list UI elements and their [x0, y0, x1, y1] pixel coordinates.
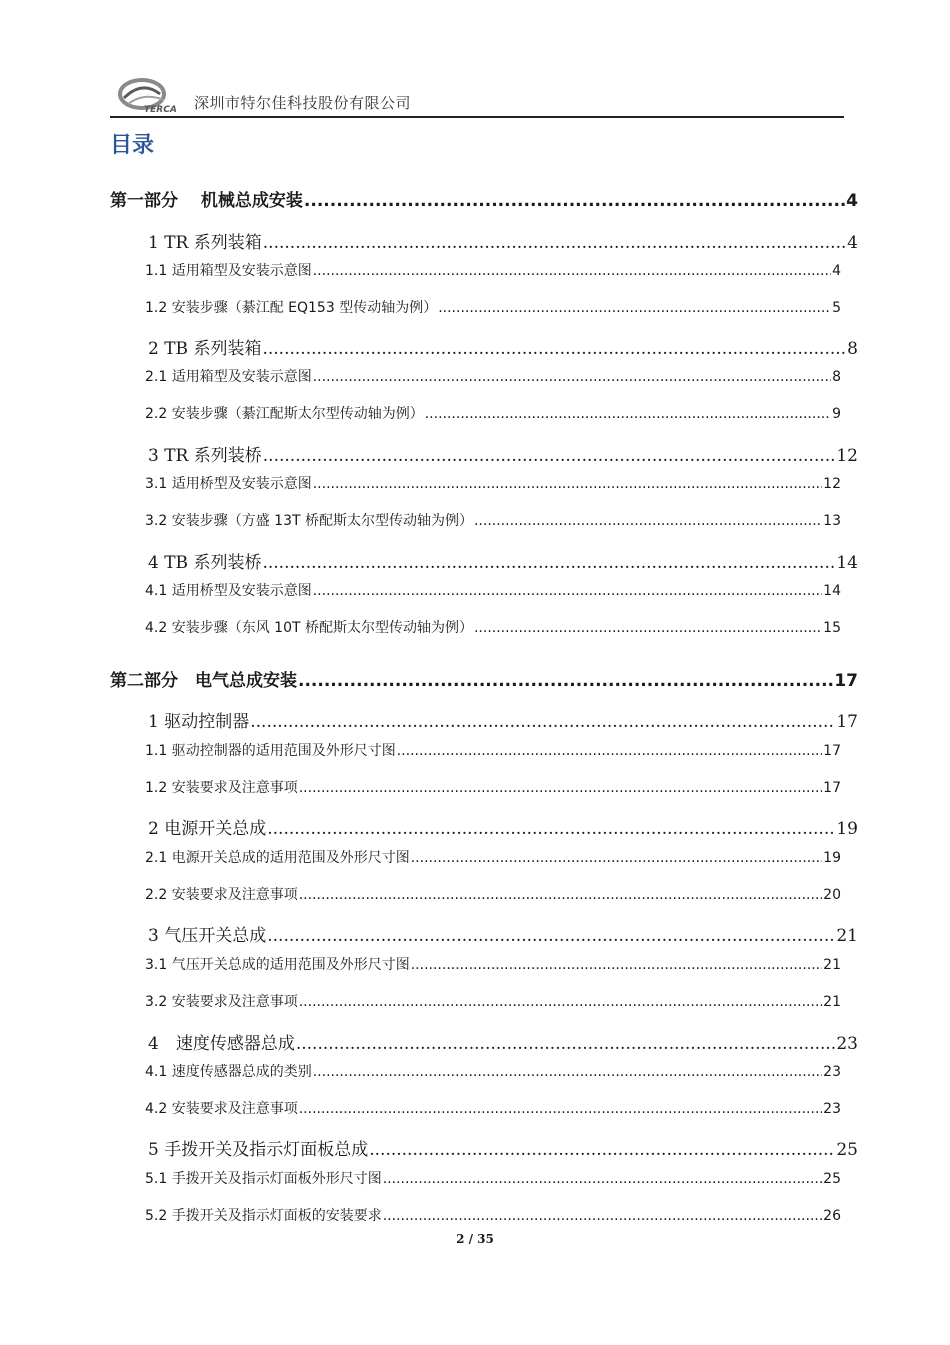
toc-entry-label: 2 电源开关总成	[148, 819, 267, 839]
toc-entry-sub[interactable]	[145, 366, 841, 386]
toc-leader-dots	[313, 476, 822, 492]
toc-leader-dots	[267, 926, 835, 946]
toc-entry-sub[interactable]	[145, 777, 841, 797]
toc-entry-page: 23	[823, 1064, 841, 1080]
toc-entry-page: 23	[823, 1101, 841, 1117]
toc-entry-label: 3 TR 系列装桥	[148, 446, 262, 466]
toc-entry-sub[interactable]	[145, 403, 841, 423]
toc-entry-label: 2.1 适用箱型及安装示意图	[145, 369, 312, 385]
toc-entry-page: 13	[823, 513, 841, 529]
toc-entry-page: 12	[836, 446, 858, 466]
toc-leader-dots	[299, 994, 822, 1010]
toc-leader-dots	[299, 780, 822, 796]
toc-leader-dots	[397, 743, 822, 759]
toc-entry-page: 21	[823, 957, 841, 973]
toc-entry-page: 23	[836, 1034, 858, 1054]
toc-entry-label: 3.1 气压开关总成的适用范围及外形尺寸图	[145, 957, 410, 973]
toc-entry-sec[interactable]	[148, 1029, 858, 1054]
toc-entry-page: 14	[836, 553, 858, 573]
toc-leader-dots	[298, 671, 833, 691]
toc-entry-label: 3.2 安装步骤（方盛 13T 桥配斯太尔型传动轴为例）	[145, 513, 473, 529]
toc-entry-sub[interactable]	[145, 617, 841, 637]
toc-entry-page: 15	[823, 620, 841, 636]
toc-entry-page: 26	[823, 1208, 841, 1224]
header-divider	[110, 116, 844, 118]
toc-entry-label: 4.1 速度传感器总成的类别	[145, 1064, 312, 1080]
toc-entry-sec[interactable]	[148, 707, 858, 732]
toc-leader-dots	[313, 1064, 822, 1080]
toc-entry-label: 1.1 适用箱型及安装示意图	[145, 263, 312, 279]
toc-entry-sub[interactable]	[145, 580, 841, 600]
toc-entry-page: 25	[823, 1171, 841, 1187]
toc-leader-dots	[267, 819, 835, 839]
toc-entry-label: 2.2 安装要求及注意事项	[145, 887, 298, 903]
toc-entry-sec[interactable]	[148, 921, 858, 946]
toc-entry-sec[interactable]	[148, 228, 858, 253]
toc-entry-page: 9	[832, 406, 841, 422]
toc-leader-dots	[383, 1208, 822, 1224]
toc-leader-dots	[474, 513, 822, 529]
toc-entry-label: 5.1 手拨开关及指示灯面板外形尺寸图	[145, 1171, 382, 1187]
toc-entry-label: 5 手拨开关及指示灯面板总成	[148, 1140, 369, 1160]
toc-entry-sub[interactable]	[145, 510, 841, 530]
toc-entry-label: 2.1 电源开关总成的适用范围及外形尺寸图	[145, 850, 410, 866]
toc-entry-page: 8	[832, 369, 841, 385]
toc-entry-page: 14	[823, 583, 841, 599]
toc-entry-label: 1 TR 系列装箱	[148, 233, 262, 253]
toc-entry-sub[interactable]	[145, 297, 841, 317]
toc-entry-page: 5	[832, 300, 841, 316]
toc-entry-sub[interactable]	[145, 1168, 841, 1188]
toc-leader-dots	[263, 233, 846, 253]
toc-leader-dots	[438, 300, 831, 316]
toc-leader-dots	[313, 369, 831, 385]
page-header	[110, 70, 844, 118]
toc-entry-label: 第一部分 机械总成安装	[110, 191, 303, 211]
toc-entry-sec[interactable]	[148, 334, 858, 359]
toc-leader-dots	[474, 620, 822, 636]
toc-entry-label: 3.1 适用桥型及安装示意图	[145, 476, 312, 492]
toc-entry-sub[interactable]	[145, 1098, 841, 1118]
toc-entry-label: 1 驱动控制器	[148, 712, 250, 732]
toc-entry-sub[interactable]	[145, 1061, 841, 1081]
toc-entry-sub[interactable]	[145, 847, 841, 867]
toc-entry-page: 8	[847, 339, 858, 359]
toc-leader-dots	[262, 553, 835, 573]
toc-entry-sub[interactable]	[145, 884, 841, 904]
toc-entry-sec[interactable]	[148, 548, 858, 573]
toc-entry-part[interactable]	[110, 186, 858, 211]
toc-entry-sub[interactable]	[145, 991, 841, 1011]
toc-entry-page: 20	[823, 887, 841, 903]
toc-entry-sub[interactable]	[145, 740, 841, 760]
toc-leader-dots	[313, 263, 831, 279]
toc-entry-label: 4 速度传感器总成	[148, 1034, 295, 1054]
company-logo	[114, 74, 194, 114]
toc-leader-dots	[299, 887, 822, 903]
toc-entry-label: 2 TB 系列装箱	[148, 339, 262, 359]
toc-entry-page: 4	[832, 263, 841, 279]
toc-entry-sub[interactable]	[145, 260, 841, 280]
toc-leader-dots	[411, 850, 822, 866]
toc-entry-label: 1.2 安装步骤（綦江配 EQ153 型传动轴为例）	[145, 300, 438, 316]
toc-leader-dots	[313, 583, 822, 599]
toc-entry-label: 5.2 手拨开关及指示灯面板的安装要求	[145, 1208, 382, 1224]
toc-entry-page: 17	[823, 743, 841, 759]
toc-entry-label: 第二部分 电气总成安装	[110, 671, 297, 691]
toc-entry-label: 1.1 驱动控制器的适用范围及外形尺寸图	[145, 743, 396, 759]
company-name: 深圳市特尔佳科技股份有限公司	[194, 94, 412, 112]
toc-entry-page: 21	[823, 994, 841, 1010]
toc-entry-page: 4	[846, 191, 858, 211]
toc-entry-sub[interactable]	[145, 1205, 841, 1225]
toc-entry-page: 17	[836, 712, 858, 732]
toc-leader-dots	[262, 339, 846, 359]
toc-leader-dots	[425, 406, 831, 422]
toc-entry-page: 21	[836, 926, 858, 946]
toc-entry-sec[interactable]	[148, 1135, 858, 1160]
toc-leader-dots	[369, 1140, 835, 1160]
toc-entry-page: 17	[834, 671, 858, 691]
toc-entry-part[interactable]	[110, 666, 858, 691]
toc-leader-dots	[383, 1171, 822, 1187]
toc-entry-label: 2.2 安装步骤（綦江配斯太尔型传动轴为例）	[145, 406, 424, 422]
toc-entry-page: 17	[823, 780, 841, 796]
toc-leader-dots	[304, 191, 845, 211]
toc-entry-label: 4.2 安装步骤（东风 10T 桥配斯太尔型传动轴为例）	[145, 620, 473, 636]
toc-entry-page: 19	[823, 850, 841, 866]
toc-title: 目录	[110, 133, 155, 158]
toc-entry-label: 3.2 安装要求及注意事项	[145, 994, 298, 1010]
toc-entry-label: 4.2 安装要求及注意事项	[145, 1101, 298, 1117]
toc-entry-page: 25	[836, 1140, 858, 1160]
logo-text: TERCA	[144, 105, 177, 114]
page-number: 2 / 35	[456, 1232, 494, 1246]
toc-entry-sub[interactable]	[145, 473, 841, 493]
toc-leader-dots	[250, 712, 835, 732]
toc-entry-label: 4 TB 系列装桥	[148, 553, 262, 573]
toc-entry-sec[interactable]	[148, 441, 858, 466]
toc-entry-page: 4	[847, 233, 858, 253]
toc-entry-label: 4.1 适用桥型及安装示意图	[145, 583, 312, 599]
toc-leader-dots	[296, 1034, 836, 1054]
toc-entry-sec[interactable]	[148, 814, 858, 839]
toc-entry-sub[interactable]	[145, 954, 841, 974]
toc-entry-label: 1.2 安装要求及注意事项	[145, 780, 298, 796]
toc-entry-page: 19	[836, 819, 858, 839]
toc-entry-label: 3 气压开关总成	[148, 926, 267, 946]
toc-entry-page: 12	[823, 476, 841, 492]
toc-leader-dots	[411, 957, 822, 973]
toc-leader-dots	[263, 446, 836, 466]
toc-leader-dots	[299, 1101, 822, 1117]
